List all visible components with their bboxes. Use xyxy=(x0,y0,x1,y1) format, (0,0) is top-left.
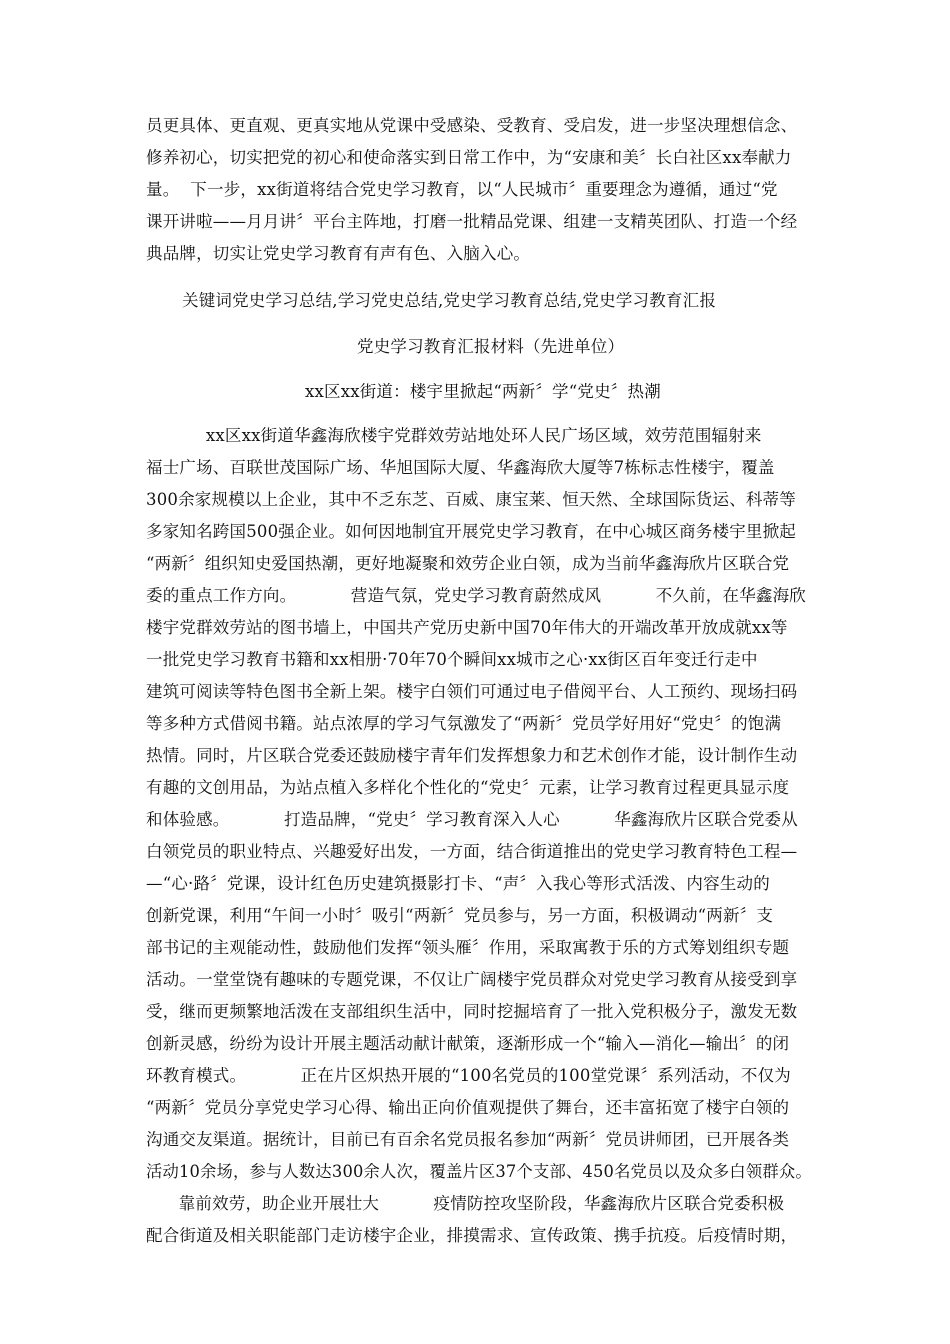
body-line: —“心·路〞党课，设计红色历史建筑摄影打卡、“声〞入我心等形式活泼、内容生动的 xyxy=(146,874,770,893)
body-line: 委的重点工作方向。 营造气氛，党史学习教育蔚然成风 不久前，在华鑫海欣 xyxy=(146,586,806,605)
body-line: xx区xx街道华鑫海欣楼宇党群效劳站地处环人民广场区域，效劳范围辐射来 xyxy=(146,426,762,445)
body-line: 福士广场、百联世茂国际广场、华旭国际大厦、华鑫海欣大厦等7栋标志性楼宇，覆盖 xyxy=(146,458,775,477)
body-line: 有趣的文创用品，为站点植入多样化个性化的“党史〞元素，让学习教育过程更具显示度 xyxy=(146,778,790,797)
body-line: 多家知名跨国500强企业。如何因地制宜开展党史学习教育，在中心城区商务楼宇里掀起 xyxy=(146,522,796,541)
body-line: 和体验感。 打造品牌，“党史〞学习教育深入人心 华鑫海欣片区联合党委从 xyxy=(146,810,798,829)
body-line: 楼宇党群效劳站的图书墙上，中国共产党历史新中国70年伟大的开端改革开放成就xx等 xyxy=(146,618,788,637)
body-line: 活动10余场，参与人数达300余人次，覆盖片区37个支部、450名党员以及众多白领群众。 xyxy=(146,1162,812,1181)
intro-line: 修养初心，切实把党的初心和使命落实到日常工作中，为“安康和美〞长白社区xx奉献力 xyxy=(146,148,792,167)
body-line: 创新灵感，纷纷为设计开展主题活动献计献策，逐渐形成一个“输入—消化—输出〞的闭 xyxy=(146,1034,790,1053)
keywords-line: 关键词党史学习总结,学习党史总结,党史学习教育总结,党史学习教育汇报 xyxy=(182,291,717,310)
body-line: 热情。同时，片区联合党委还鼓励楼宇青年们发挥想象力和艺术创作才能，设计制作生动 xyxy=(146,746,798,765)
body-line: 部书记的主观能动性，鼓励他们发挥“领头雁〞作用，采取寓教于乐的方式筹划组织专题 xyxy=(146,938,790,957)
body-line: 受，继而更频繁地活泼在支部组织生活中，同时挖掘培育了一批入党积极分子，激发无数 xyxy=(146,1002,798,1021)
body-line: 等多种方式借阅书籍。站点浓厚的学习气氛激发了“两新〞党员学好用好“党史〞的饱满 xyxy=(146,714,782,733)
body-line: 活动。一堂堂饶有趣味的专题党课，不仅让广阔楼宇党员群众对党史学习教育从接受到享 xyxy=(146,970,798,989)
body-line: 300余家规模以上企业，其中不乏东芝、百威、康宝莱、恒天然、全球国际货运、科蒂等 xyxy=(146,490,796,509)
body-line: “两新〞组织知史爱国热潮，更好地凝聚和效劳企业白领，成为当前华鑫海欣片区联合党 xyxy=(146,554,790,573)
body-line: 环教育模式。 正在片区炽热开展的“100名党员的100堂党课〞系列活动，不仅为 xyxy=(146,1066,791,1085)
document-title: 党史学习教育汇报材料（先进单位） xyxy=(357,337,625,356)
body-line: 配合街道及相关职能部门走访楼宇企业，排摸需求、宣传政策、携手抗疫。后疫情时期， xyxy=(146,1226,798,1245)
body-line: 靠前效劳，助企业开展壮大 疫情防控攻坚阶段，华鑫海欣片区联合党委积极 xyxy=(146,1194,785,1213)
document-subtitle: xx区xx街道：楼宇里掀起“两新〞学“党史〞热潮 xyxy=(305,382,661,401)
intro-line: 量。 下一步，xx街道将结合党史学习教育，以“人民城市〞重要理念为遵循，通过“党 xyxy=(146,180,778,199)
intro-line: 典品牌，切实让党史学习教育有声有色、入脑入心。 xyxy=(146,244,531,263)
body-line: 创新党课，利用“午间一小时〞吸引“两新〞党员参与，另一方面，积极调动“两新〞支 xyxy=(146,906,774,925)
body-line: 白领党员的职业特点、兴趣爱好出发，一方面，结合街道推出的党史学习教育特色工程— xyxy=(146,842,798,861)
body-line: 建筑可阅读等特色图书全新上架。楼宇白领们可通过电子借阅平台、人工预约、现场扫码 xyxy=(146,682,798,701)
intro-line: 课开讲啦——月月讲〞平台主阵地，打磨一批精品党课、组建一支精英团队、打造一个经 xyxy=(146,212,798,231)
intro-line: 员更具体、更直观、更真实地从党课中受感染、受教育、受启发，进一步坚决理想信念、 xyxy=(146,116,798,135)
body-line: 一批党史学习教育书籍和xx相册·70年70个瞬间xx城市之心·xx街区百年变迁行走中 xyxy=(146,650,758,669)
body-line: 沟通交友渠道。据统计，目前已有百余名党员报名参加“两新〞党员讲师团，已开展各类 xyxy=(146,1130,790,1149)
body-line: “两新〞党员分享党史学习心得、输出正向价值观提供了舞台，还丰富拓宽了楼宇白领的 xyxy=(146,1098,790,1117)
